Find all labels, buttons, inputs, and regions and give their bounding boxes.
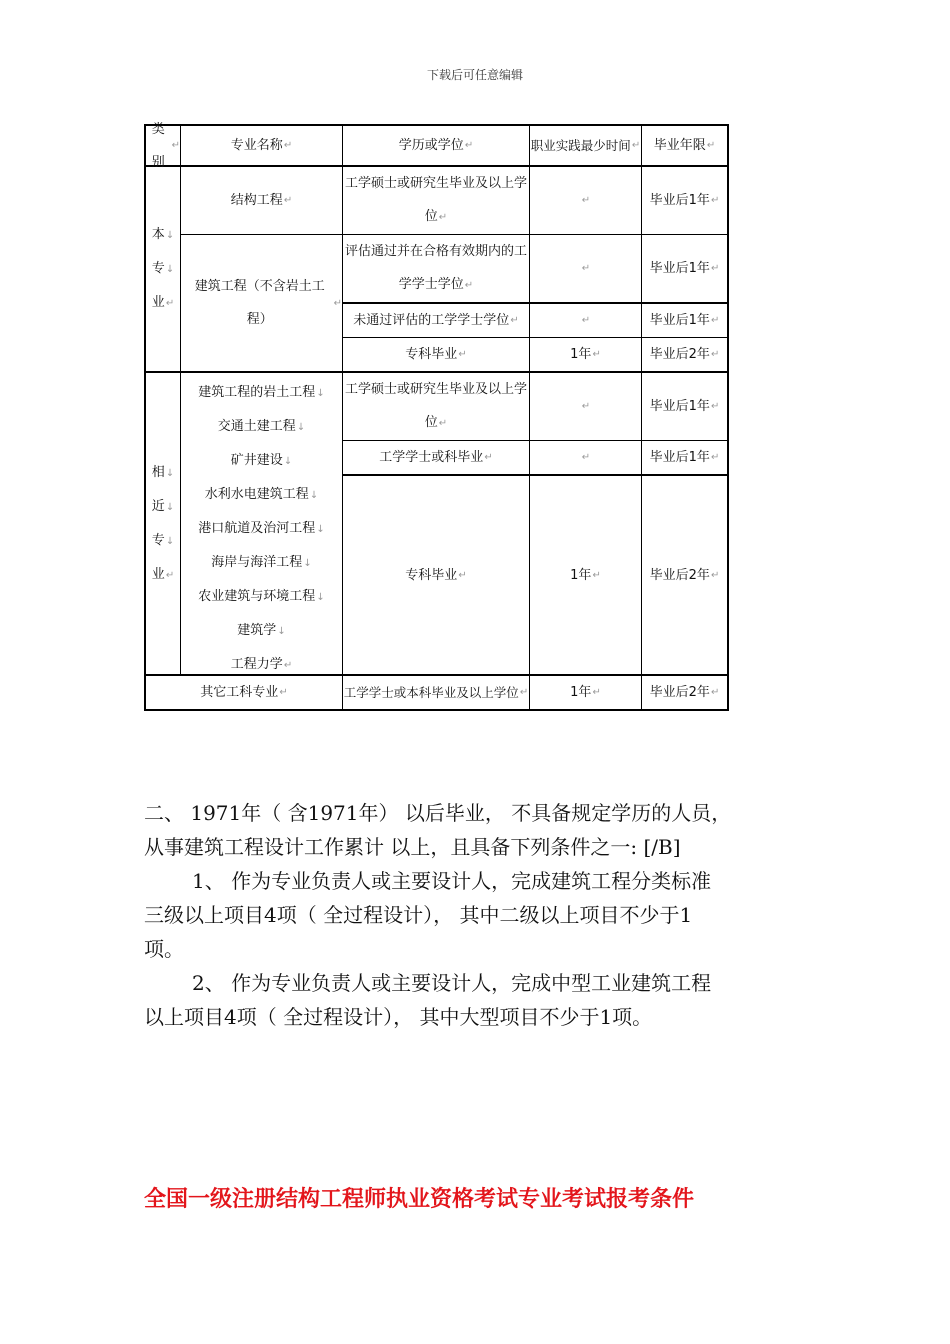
grad-junior-related: 毕业后2年 ↵ bbox=[649, 567, 720, 583]
practice-structural: ↵ bbox=[581, 195, 591, 206]
header-graduation: 毕业年限 ↵ bbox=[642, 126, 727, 165]
condition-2-line-2: 以上项目4项（ 全过程设计）， 其中大型项目不少于1项。 bbox=[144, 1005, 653, 1029]
grad-not-assessed: 毕业后1年 ↵ bbox=[649, 313, 720, 328]
related-major-item: 港口航道及治河工程↓ bbox=[198, 521, 325, 536]
category-ben-zhuanye: 本↓ 专↓ 业↵ bbox=[151, 227, 175, 310]
grad-bachelor-related: 毕业后1年 ↵ bbox=[649, 450, 720, 465]
related-majors-list bbox=[181, 376, 342, 674]
major-structural: 结构工程 ↵ bbox=[230, 193, 293, 208]
grad-master-related: 毕业后1年 ↵ bbox=[649, 399, 720, 414]
related-major-item: 水利水电建筑工程↓ bbox=[204, 487, 319, 502]
edu-assessed: 评估通过并在合格有效期内的工 学学士学位↵ bbox=[344, 244, 527, 292]
exam-conditions-title: 全国一级注册结构工程师执业资格考试专业考试报考条件 bbox=[144, 1187, 695, 1212]
grad-structural: 毕业后1年 ↵ bbox=[649, 193, 720, 208]
practice-not-assessed: ↵ bbox=[581, 315, 591, 326]
practice-other: 1年 ↵ bbox=[570, 685, 601, 700]
related-major-item: 矿井建设↓ bbox=[230, 453, 293, 468]
related-major-item: 交通土建工程↓ bbox=[217, 419, 306, 434]
section-two-line-2: 从事建筑工程设计工作累计 以上，且具备下列条件之一: [/B] bbox=[144, 835, 681, 859]
related-major-item: 工程力学↵ bbox=[230, 657, 293, 672]
practice-master-related: ↵ bbox=[581, 401, 591, 412]
related-major-item: 农业建筑与环境工程↓ bbox=[198, 589, 325, 604]
header-major: 专业名称 ↵ bbox=[181, 126, 342, 165]
header-practice: 职业实践最少时间 ↵ bbox=[530, 126, 641, 165]
edu-junior: 专科毕业 ↵ bbox=[405, 347, 467, 362]
header-education: 学历或学位 ↵ bbox=[343, 126, 529, 165]
major-other: 其它工科专业 ↵ bbox=[200, 685, 288, 700]
edu-bachelor-related: 工学学士或科毕业 ↵ bbox=[379, 450, 493, 465]
condition-1-line-3: 项。 bbox=[144, 937, 184, 961]
edu-junior-related: 专科毕业 ↵ bbox=[405, 567, 467, 583]
section-two bbox=[144, 796, 814, 1034]
related-major-item: 建筑工程的岩土工程↓ bbox=[198, 385, 325, 400]
section-two-line-1: 二、 1971年（ 含1971年） 以后毕业， 不具备规定学历的人员， bbox=[144, 801, 732, 825]
practice-junior-related: 1年 ↵ bbox=[570, 567, 601, 583]
header-category: 类别 ↵ bbox=[146, 126, 180, 165]
grad-other: 毕业后2年 ↵ bbox=[649, 685, 720, 700]
qualification-table bbox=[144, 121, 729, 711]
table-border-right bbox=[727, 124, 729, 711]
edu-not-assessed: 未通过评估的工学学士学位 ↵ bbox=[353, 313, 519, 328]
condition-1-line-2: 三级以上项目4项（ 全过程设计）， 其中二级以上项目不少于1 bbox=[144, 903, 693, 927]
practice-assessed: ↵ bbox=[581, 263, 591, 274]
grad-junior: 毕业后2年 ↵ bbox=[649, 347, 720, 362]
practice-junior: 1年 ↵ bbox=[570, 347, 601, 362]
edu-other: 工学学士或本科毕业及以上学位 ↵ bbox=[343, 685, 529, 700]
related-major-item: 海岸与海洋工程↓ bbox=[211, 555, 312, 570]
grad-assessed: 毕业后1年 ↵ bbox=[649, 261, 720, 276]
category-xiangjin-zhuanye: 相↓ 近↓ 专↓ 业↵ bbox=[151, 464, 175, 582]
related-major-item: 建筑学↓ bbox=[237, 623, 286, 638]
condition-2-line-1: 2、 作为专业负责人或主要设计人，完成中型工业建筑工程 bbox=[192, 971, 712, 995]
condition-1-line-1: 1、 作为专业负责人或主要设计人，完成建筑工程分类标准 bbox=[192, 869, 712, 893]
edu-master-related: 工学硕士或研究生毕业及以上学 位↵ bbox=[344, 382, 527, 430]
edu-master-structural: 工学硕士或研究生毕业及以上学 位↵ bbox=[344, 176, 527, 224]
practice-bachelor-related: ↵ bbox=[581, 452, 591, 463]
page-header: 下载后可任意编辑 bbox=[426, 68, 523, 82]
major-building: 建筑工程（不含岩土工程） ↵ bbox=[194, 279, 342, 327]
